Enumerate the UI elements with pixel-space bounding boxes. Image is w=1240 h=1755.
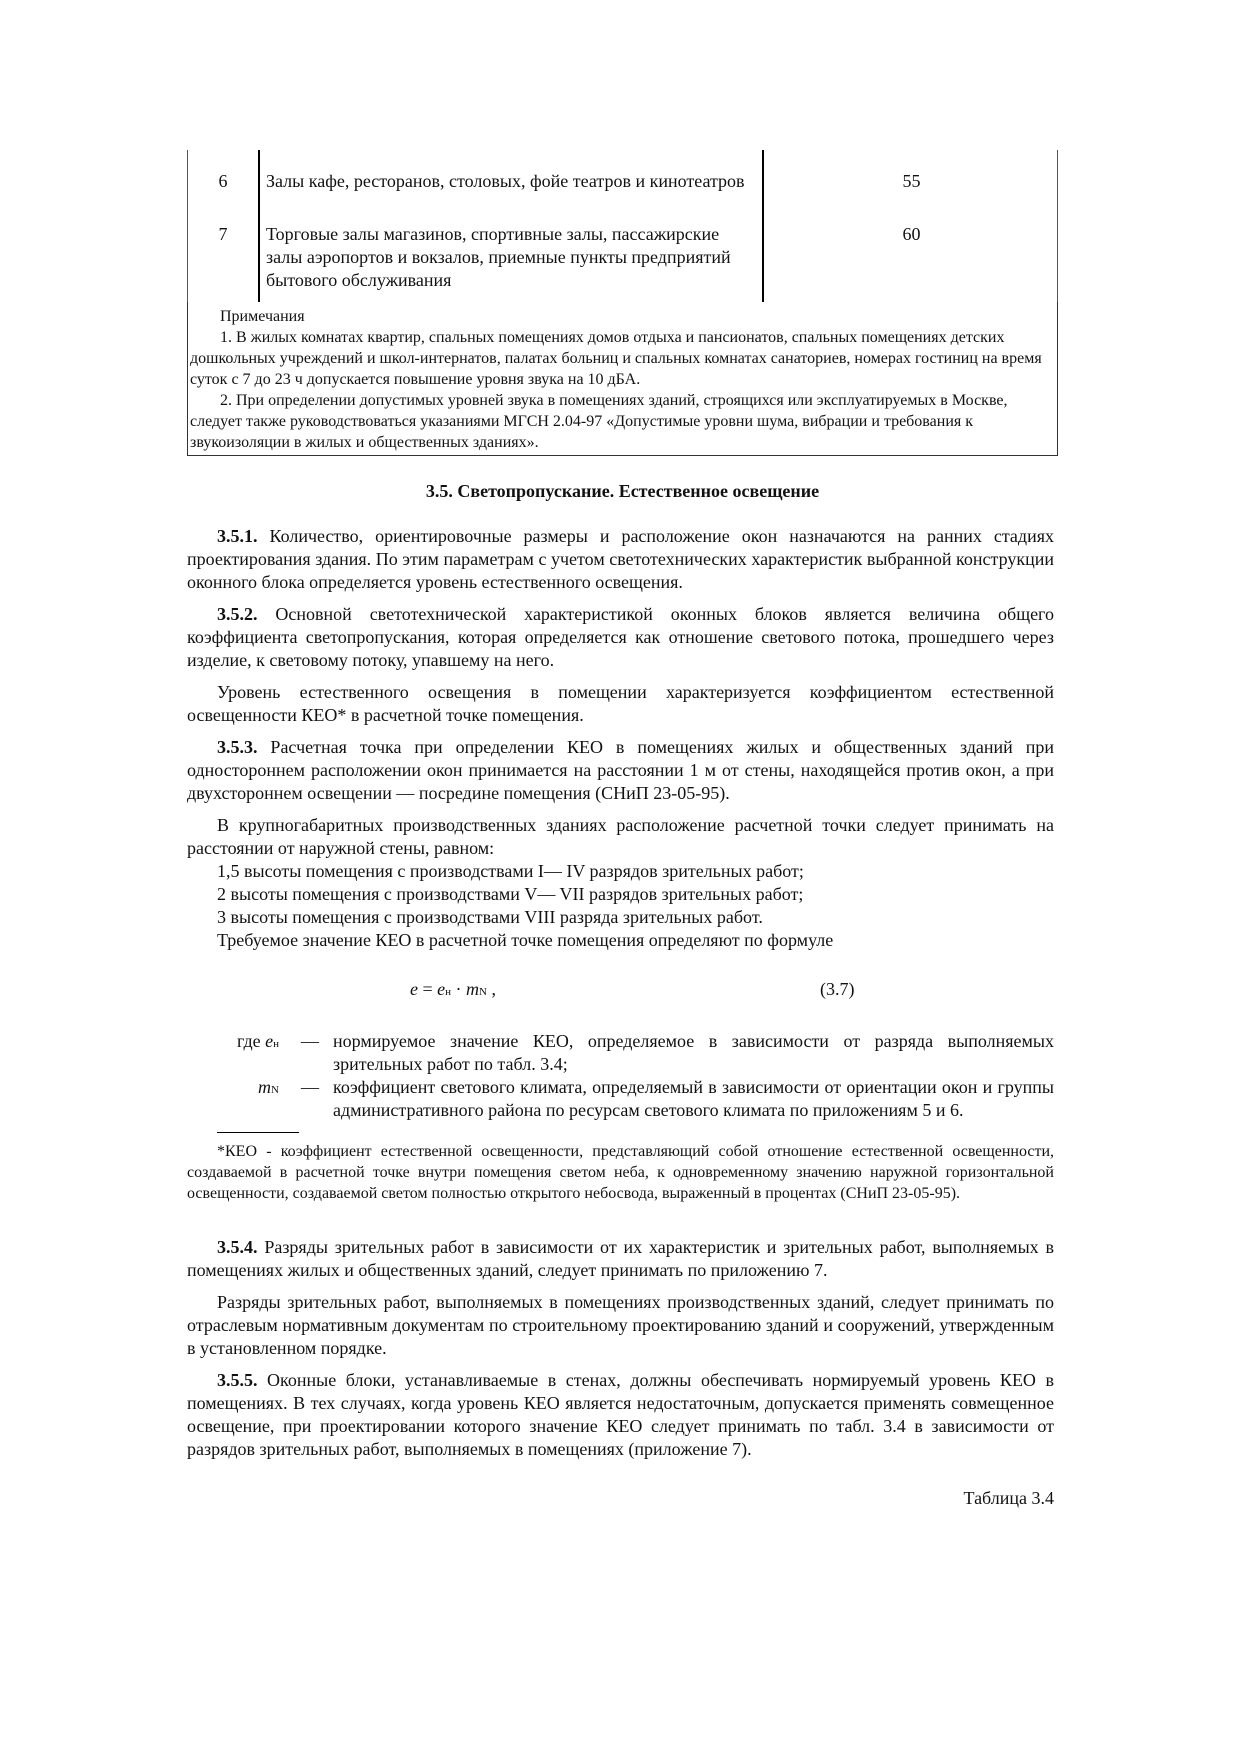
subscript: н [273,1038,279,1050]
formula-subscript: н [445,986,452,998]
where-desc: коэффициент светового климата, определяемый в зависимости от ориентации окон и группы административного района по ресурсам светового климата по приложениям 5 и 6. [333,1077,1054,1120]
formula-number: (3.7) [820,979,855,999]
subscript: N [271,1084,279,1096]
paragraph-3-5-3 [187,736,1054,805]
footnote-separator [217,1132,299,1133]
paragraph-text: Оконные блоки, устанавливаемые в стенах, должны обеспечивать нормируемый уровень КЕО в помещениях. В тех случаях, когда уровень КЕО является недостаточным, допускается применять совмещенное освещение, при проектировании которого значение КЕО следует принимать по табл. 3.4 в зависимости от разрядов зрительных работ, выполняемых в помещениях (приложение 7). [187,1370,1054,1459]
paragraph-3-5-1 [187,525,1054,594]
paragraph-text: Разряды зрительных работ в зависимости от их характеристик и зрительных работ, выполняемых в помещениях жилых и общественных зданий, следует принимать по приложению 7. [187,1237,1054,1280]
list-item: 2 высоты помещения с производствами V— VII разрядов зрительных работ; [217,884,804,904]
formula-subscript: N [479,986,487,998]
noise-table [187,150,1058,302]
paragraph-number: 3.5.1. [217,526,258,546]
paragraph: В крупногабаритных производственных зданиях расположение расчетной точки следует принимать на расстоянии от наружной стены, равном: [187,815,1054,858]
dash: — [301,1077,319,1097]
table-row-value: 60 [902,224,921,244]
symbol: e [265,1031,274,1051]
list-item: 3 высоты помещения с производствами VIII разряда зрительных работ. [217,907,763,927]
paragraph-3-5-2 [187,603,1054,672]
paragraph: Уровень естественного освещения в помещении характеризуется коэффициентом естественной освещенности КЕО* в расчетной точке помещения. [187,682,1054,725]
table-caption: Таблица 3.4 [963,1488,1054,1508]
where-symbol-en [187,1030,287,1076]
paragraph-3-5-4 [187,1236,1054,1282]
formula-symbol: e [410,979,418,999]
where-symbol-mn [187,1076,287,1122]
paragraph-text: Основной светотехнической характеристикой оконных блоков является величина общего коэффициента светопропускания, которая определяется как отношение светового потока, прошедшего через изделие, к световому потоку, упавшему на него. [187,604,1054,670]
section-heading: 3.5. Светопропускание. Естественное освещение [425,481,820,501]
paragraph-text: Расчетная точка при определении КЕО в помещениях жилых и общественных зданий при одностороннем расположении окон принимается на расстоянии 1 м от стены, находящейся против окон, а при двухстороннем освещении — посредине помещения (СНиП 23-05-95). [187,737,1054,803]
paragraph-number: 3.5.3. [217,737,258,757]
footnote: *КЕО - коэффициент естественной освещенности, представляющий собой отношение естественной освещенности, создаваемой в расчетной точке внутри помещения светом неба, к одновременному значению наружной горизонтальной освещенности, создаваемой светом полностью открытого небосвода, выраженный в процентах (СНиП 23-05-95). [187,1143,1054,1202]
formula-punct: , [487,979,496,999]
note-item: 1. В жилых комнатах квартир, спальных помещениях домов отдыха и пансионатов, спальных помещениях детских дошкольных учреждений и школ-интернатов, палатах больниц и спальных комнатах санаториев, номерах гостиниц на время суток с 7 до 23 ч допускается повышение уровня звука на 10 дБА. [190,329,1042,388]
note-item: 2. При определении допустимых уровней звука в помещениях зданий, строящихся или эксплуатируемых в Москве, следует также руководствоваться указаниями МГСН 2.04-97 «Допустимые уровни шума, вибрации и требования к звукоизоляции в жилых и общественных зданиях». [190,392,1008,451]
table-row-num: 7 [188,203,260,302]
formula-symbol: e [437,979,446,999]
paragraph-text: Количество, ориентировочные размеры и расположение окон назначаются на ранних стадиях проектирования здания. По этим параметрам с учетом светотехнических характеристик выбранной конструкции оконного блока определяется уровень естественного освещения. [187,526,1054,592]
table-row-num: 6 [188,150,260,203]
paragraph-number: 3.5.4. [217,1237,258,1257]
formula-row [187,978,1058,1004]
document-page [187,0,1058,1550]
section-body [187,525,1058,952]
table-row-value: 55 [902,171,921,191]
dash: — [301,1031,319,1051]
paragraph-number: 3.5.5. [217,1370,258,1390]
where-prefix: где [236,1031,266,1051]
where-desc: нормируемое значение КЕО, определяемое в зависимости от разряда выполняемых зрительных работ по табл. 3.4; [333,1031,1054,1074]
formula-operator: · [451,979,467,999]
table-row-name: Торговые залы магазинов, спортивные залы, пассажирские залы аэропортов и вокзалов, приемные пункты предприятий бытового обслуживания [260,203,764,302]
notes-title: Примечания [220,308,305,325]
formula-operator: = [418,979,438,999]
list-item: 1,5 высоты помещения с производствами I— IV разрядов зрительных работ; [217,861,804,881]
paragraph: Требуемое значение КЕО в расчетной точке помещения определяют по формуле [217,930,834,950]
table-notes [187,302,1058,456]
symbol: m [258,1077,272,1097]
table-row-name: Залы кафе, ресторанов, столовых, фойе театров и кинотеатров [260,150,764,203]
paragraph: Разряды зрительных работ, выполняемых в помещениях производственных зданий, следует принимать по отраслевым нормативным документам по строительному проектированию зданий и сооружений, утвержденным в установленном порядке. [187,1292,1054,1358]
formula-3-7 [410,978,820,1004]
where-block [187,1030,1058,1122]
section-body-continued [187,1236,1058,1461]
paragraph-3-5-5 [187,1369,1054,1461]
formula-symbol: m [466,979,480,999]
paragraph-number: 3.5.2. [217,604,258,624]
